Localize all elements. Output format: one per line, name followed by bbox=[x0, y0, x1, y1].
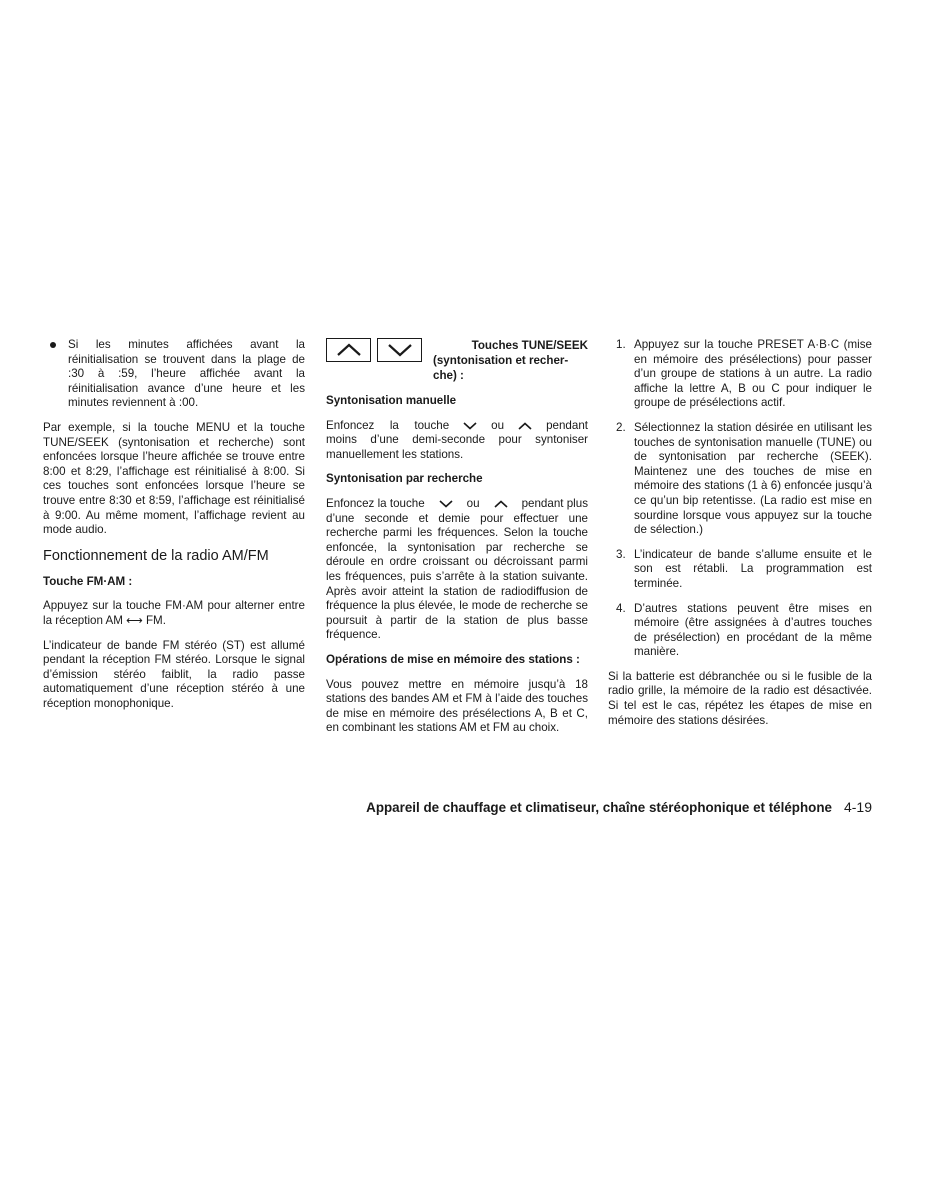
tune-seek-title-line1: Touches TUNE/SEEK bbox=[471, 339, 588, 352]
manual-tuning-heading: Syntonisation manuelle bbox=[326, 394, 457, 407]
memory-paragraph: Vous pouvez mettre en mémoire jusqu’à 18 stations des bandes AM et FM à l’aide des touches de mise en mémoire des présélections A, B et C, en combinant les stations AM et FM au choix. bbox=[326, 677, 588, 735]
steps-list bbox=[608, 338, 872, 660]
chevron-down-icon bbox=[387, 343, 413, 357]
manual-text-a: Enfoncez la touche bbox=[326, 418, 450, 432]
tune-seek-header bbox=[326, 338, 588, 388]
seek-tuning-heading: Syntonisation par recherche bbox=[326, 472, 483, 486]
chevron-up-icon bbox=[518, 422, 532, 430]
right-column bbox=[608, 338, 872, 738]
left-column bbox=[43, 338, 305, 721]
seek-tuning-paragraph bbox=[326, 497, 588, 643]
tune-seek-title bbox=[433, 338, 588, 383]
step-text: Appuyez sur la touche PRESET A·B·C (mise en mémoire des présélections) pour passer d’un groupe de stations à un autre. La radio affiche la lettre A, B ou C pour indiquer le groupe de présélections actif. bbox=[634, 338, 872, 410]
step-text: L’indicateur de bande s’allume ensuite et le son est rétabli. La programmation est terminée. bbox=[634, 547, 872, 590]
manual-text-b: pendant moins d’une demi-seconde pour syntoniser manuellement les stations. bbox=[326, 418, 588, 461]
chevron-down-icon bbox=[439, 500, 453, 508]
chevron-up-icon bbox=[494, 500, 508, 508]
step-number: 4. bbox=[616, 601, 626, 615]
chevron-down-icon bbox=[463, 422, 477, 430]
list-item bbox=[608, 602, 872, 660]
bullet-item bbox=[43, 338, 305, 411]
list-item bbox=[608, 421, 872, 538]
fmam-paragraph: Appuyez sur la touche FM·AM pour alterner entre la réception AM ⟷ FM. bbox=[43, 599, 305, 627]
step-text: Sélectionnez la station désirée en utilisant les touches de syntonisation manuelle (TUNE) ou de syntonisation par recherche (SEEK). Maintenez une des touches de mise en mémoire des stations (1 à 6) enfoncée jusqu’à ce qu’un bip retentisse. (La radio est mise en sourdine lorsque vous appuyez sur la touche de sélection.) bbox=[634, 420, 872, 537]
search-text-b: pendant plus d’une seconde et demie pour effectuer une recherche parmi les fréquences. Selon la touche enfoncée, la syntonisation par recherche se déroule en ordre croissant ou décroissant parmi les fréquences, puis s’arrête à la station suivante. Après avoir atteint la station de radiodiffusion de fréquence la plus élevée, le mode de recherche se poursuit à partir de la station de plus basse fréquence. bbox=[326, 496, 588, 642]
chevron-up-icon bbox=[336, 343, 362, 357]
example-paragraph: Par exemple, si la touche MENU et la touche TUNE/SEEK (syntonisation et recherche) sont enfoncées lorsque l’heure affichée se trouve entre 8:00 et 8:29, l’affichage est réinitialisé à 8:00. Si ces touches sont enfoncées lorsque l’heure se trouve entre 8:30 et 8:59, l’affichage est réinitialisé à 9:00. Au même moment, l’affichage revient au mode audio. bbox=[43, 420, 305, 537]
list-item bbox=[608, 548, 872, 592]
step-number: 1. bbox=[616, 338, 626, 351]
manual-text-or: ou bbox=[491, 418, 505, 432]
tune-seek-title-line3: che) : bbox=[433, 369, 464, 382]
step-text: D’autres stations peuvent être mises en mémoire (être assignées à d’autres touches de présélection) en procédant de la même manière. bbox=[634, 601, 872, 659]
footer-chapter-title: Appareil de chauffage et climatiseur, chaîne stéréophonique et téléphone bbox=[366, 800, 832, 815]
list-item bbox=[608, 338, 872, 411]
step-number: 3. bbox=[616, 547, 626, 561]
middle-column bbox=[326, 338, 588, 746]
tune-seek-title-line2: (syntonisation et recher- bbox=[433, 354, 569, 367]
manual-tuning-paragraph bbox=[326, 419, 588, 463]
bullet-text: Si les minutes affichées avant la réinitialisation se trouvent dans la plage de :30 à :59, l’heure affichée avant la réinitialisation avance d’une heure et les minutes reviennent à :00. bbox=[68, 338, 305, 410]
tune-up-key-illustration bbox=[326, 338, 371, 362]
tune-down-key-illustration bbox=[377, 338, 422, 362]
memory-heading: Opérations de mise en mémoire des stations : bbox=[326, 652, 580, 666]
battery-paragraph: Si la batterie est débranchée ou si le fusible de la radio grille, la mémoire de la radio est désactivée. Si tel est le cas, répétez les étapes de mise en mémoire des stations désirées. bbox=[608, 669, 872, 727]
bullet-icon bbox=[50, 342, 56, 348]
search-text-a: Enfoncez la touche bbox=[326, 496, 425, 510]
page-number: 4-19 bbox=[843, 799, 872, 815]
step-number: 2. bbox=[616, 420, 626, 434]
page-footer bbox=[300, 799, 872, 816]
search-text-or: ou bbox=[466, 496, 480, 510]
stereo-paragraph: L’indicateur de bande FM stéréo (ST) est allumé pendant la réception FM stéréo. Lorsque le signal d’émission stéréo faiblit, la radio passe automatiquement d’une réception stéréo à une réception monophonique. bbox=[43, 638, 305, 710]
fmam-heading: Touche FM·AM : bbox=[43, 574, 133, 588]
section-title: Fonctionnement de la radio AM/FM bbox=[43, 547, 269, 564]
